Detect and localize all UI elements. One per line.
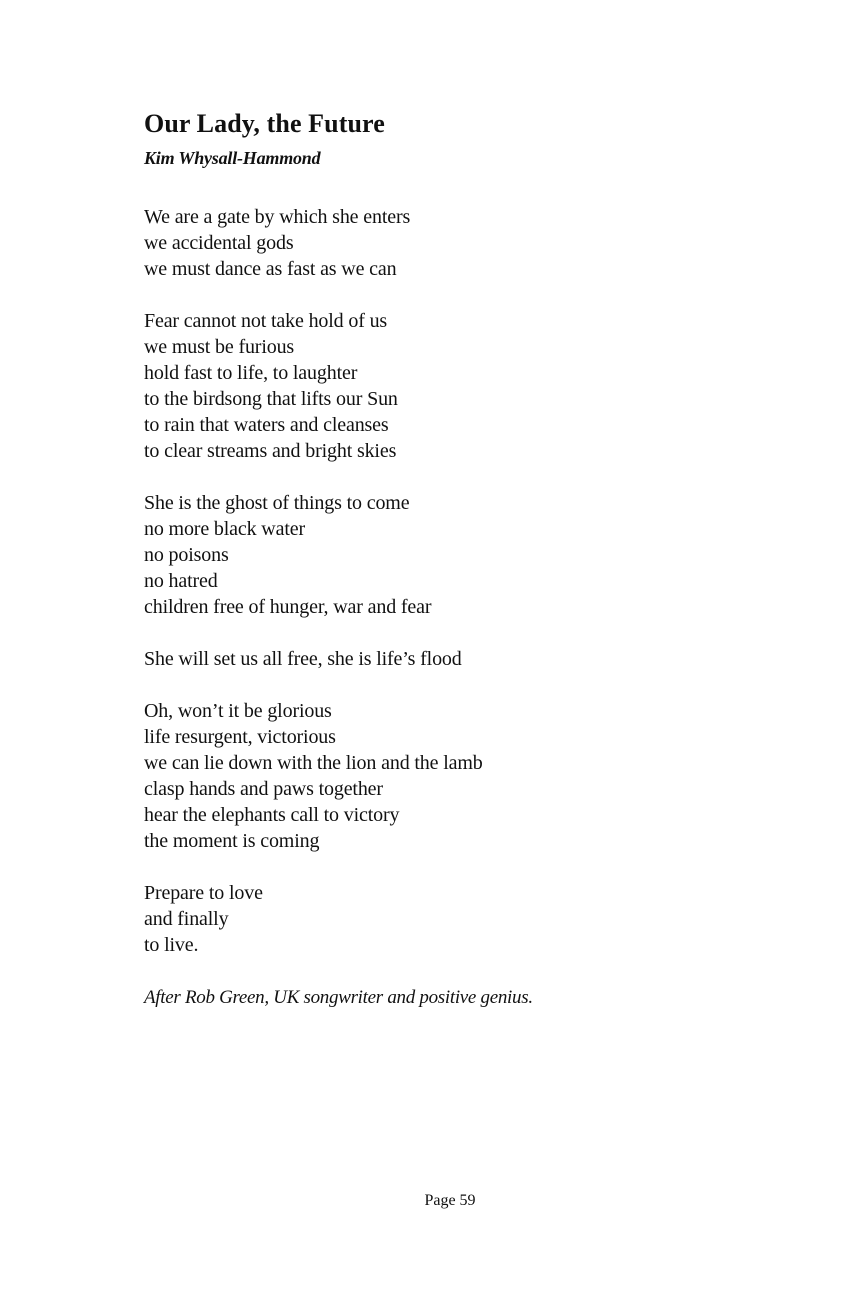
stanza (144, 698, 744, 854)
poem-line: no hatred (144, 570, 218, 592)
stanza (144, 204, 744, 282)
stanza (144, 490, 744, 620)
poem-line: clasp hands and paws together (144, 778, 383, 800)
poem-line: to live. (144, 934, 199, 956)
poem-line: children free of hunger, war and fear (144, 596, 432, 618)
poem-line: hear the elephants call to victory (144, 804, 400, 826)
stanza (144, 880, 744, 958)
poem-line: to clear streams and bright skies (144, 440, 397, 462)
poem-body (144, 204, 744, 984)
poem-line: we must be furious (144, 336, 295, 358)
poem-line: and finally (144, 908, 229, 930)
poem-line: hold fast to life, to laughter (144, 362, 358, 384)
poem-line: life resurgent, victorious (144, 726, 336, 748)
poem-line: We are a gate by which she enters (144, 206, 411, 228)
page-number: Page 59 (424, 1192, 476, 1209)
poem-line: to rain that waters and cleanses (144, 414, 389, 436)
poem-line: no more black water (144, 518, 305, 540)
poem-author: Kim Whysall-Hammond (144, 148, 321, 168)
poem-line: no poisons (144, 544, 229, 566)
stanza (144, 646, 744, 672)
poem-line: Fear cannot not take hold of us (144, 310, 388, 332)
poem-line: Prepare to love (144, 882, 263, 904)
poem-line: we accidental gods (144, 232, 294, 254)
poem-line: She is the ghost of things to come (144, 492, 410, 514)
poem-line: the moment is coming (144, 830, 320, 852)
poem-dedication: After Rob Green, UK songwriter and positive genius. (144, 987, 533, 1008)
poem-line: Oh, won’t it be glorious (144, 700, 332, 722)
poem-line: She will set us all free, she is life’s flood (144, 648, 462, 670)
poem-line: we must dance as fast as we can (144, 258, 397, 280)
poem-line: we can lie down with the lion and the lamb (144, 752, 483, 774)
stanza (144, 308, 744, 464)
poem-title: Our Lady, the Future (144, 109, 385, 138)
poem-line: to the birdsong that lifts our Sun (144, 388, 398, 410)
